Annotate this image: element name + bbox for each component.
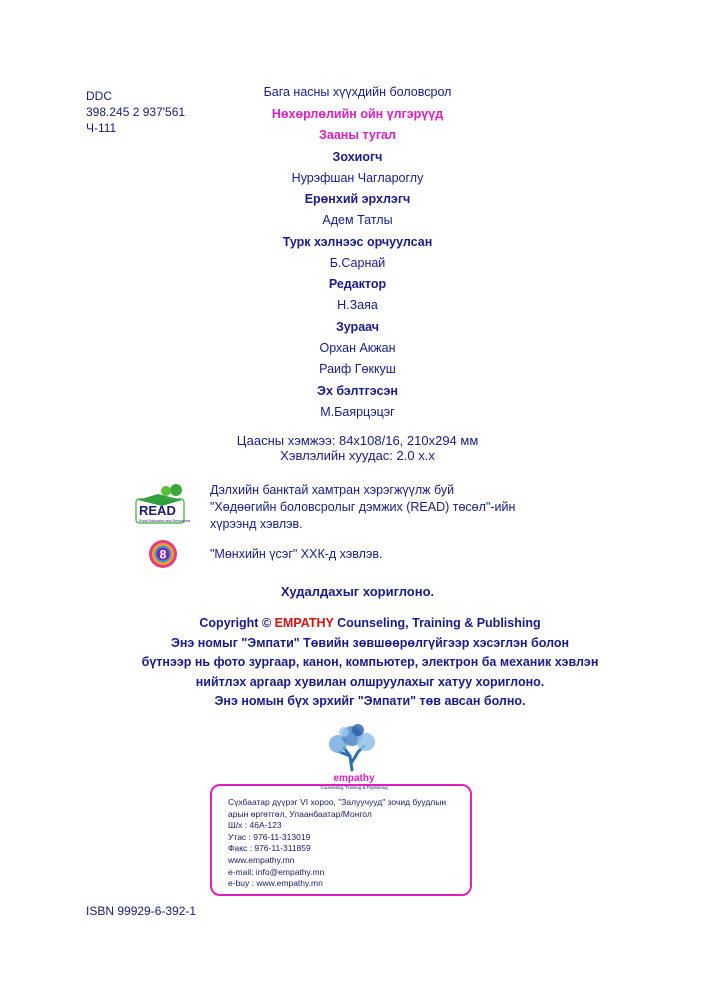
website-link[interactable]: www.empathy.mn xyxy=(228,854,295,865)
author-label: Зохиогч xyxy=(332,150,383,164)
illustrator-label: Зураач xyxy=(335,320,380,334)
rainbow-circle-icon xyxy=(148,539,178,569)
director-name: Адем Татлы xyxy=(322,213,393,227)
credits-block xyxy=(150,0,565,430)
illustrator-name-1: Орхан Акжан xyxy=(319,341,396,355)
read-logo-subtext: Rural Education and Development xyxy=(139,519,190,523)
empathy-logo xyxy=(300,722,410,792)
email-link[interactable]: e-mail: info@empathy.mn xyxy=(228,866,325,877)
isbn: ISBN 99929-6-392-1 xyxy=(86,904,197,918)
not-for-sale: Худалдахыг хориглоно. xyxy=(280,584,435,599)
author-name: Нурэфшан Чагларoглу xyxy=(291,171,424,185)
read-logo-icon xyxy=(132,482,190,528)
printer-note: "Мөнхийн үсэг" ХХК-д хэвлэв. xyxy=(210,547,383,561)
illustrator-name-2: Раиф Гөккуш xyxy=(319,362,396,376)
po-box: Ш/х : 46А-123 xyxy=(228,820,282,831)
translator-name: Б.Сарнай xyxy=(329,256,386,270)
translator-label: Турк хэлнээс орчуулсан xyxy=(282,235,433,249)
address-line-1: Сүхбаатар дүүрэг VI хороо, "Залуучууд" зочид буудлын xyxy=(228,797,447,807)
tree-icon xyxy=(300,722,410,792)
read-note-line-2: "Хөдөөгийн боловсролыг дэмжих (READ) төсөл"-ийн xyxy=(210,500,516,514)
printer-logo-glyph: 8 xyxy=(159,547,167,562)
copyright-line-1 xyxy=(70,614,670,634)
printer-logo xyxy=(148,539,178,569)
copyright-line-5: Энэ номын бүх эрхийг "Эмпати" төв авсан болно. xyxy=(214,694,526,708)
phone: Утас : 976-11-313019 xyxy=(228,831,311,842)
director-label: Ерөнхий эрхлэгч xyxy=(304,192,411,206)
fax: Факс : 976-11-311859 xyxy=(228,843,311,854)
ddc-code: Ч-111 xyxy=(86,121,117,135)
read-logo xyxy=(132,482,190,528)
designer-label: Эх бэлтгэсэн xyxy=(317,384,398,398)
read-note-line-3: хүрээнд хэвлэв. xyxy=(210,517,303,531)
copyright-prefix: Copyright © xyxy=(199,616,272,630)
designer-name: М.Баярцэцэг xyxy=(320,405,395,419)
empathy-logo-tagline: Counseling, Training & Publishing xyxy=(320,785,388,790)
editor-name: Н.Заяа xyxy=(337,298,378,312)
book-title: Зааны тугал xyxy=(319,128,396,142)
ddc-label: DDC xyxy=(86,89,112,103)
empathy-logo-name: empathy xyxy=(333,773,375,784)
series-name: Бага насны хүүхдийн боловсрол xyxy=(263,85,452,99)
address-line-2: арын өргөтгөл, Улаанбаатар/Монгол xyxy=(228,808,372,819)
ebuy-link[interactable]: e-buy : www.empathy.mn xyxy=(228,878,323,889)
ddc-number: 398.245 2 937'561 xyxy=(86,105,186,119)
paper-size: Цаасны хэмжээ: 84x108/16, 210x294 мм xyxy=(236,433,479,448)
copyright-block xyxy=(70,614,670,712)
print-info xyxy=(150,433,565,463)
copyright-suffix: Counseling, Training & Publishing xyxy=(337,616,541,630)
copyright-line-4: нийтлэх аргаар хувилан олшруулахыг хатуу хориглоно. xyxy=(195,674,545,689)
address-text xyxy=(228,797,446,890)
read-note xyxy=(210,482,515,533)
print-sheets: Хэвлэлийн хуудас: 2.0 х.х xyxy=(280,448,435,463)
copyright-brand: EMPATHY xyxy=(274,616,334,630)
copyright-line-3: бүтнээр нь фото зургаар, канон, компьютер, электрон ба механик хэвлэн xyxy=(141,655,599,669)
read-logo-text: READ xyxy=(139,503,176,518)
series-title: Нөхөрлөлийн ойн үлгэрүүд xyxy=(271,107,444,121)
read-note-line-1: Дэлхийн банктай хамтран хэрэгжүүлж буй xyxy=(210,483,455,497)
editor-label: Редактор xyxy=(328,277,387,291)
copyright-line-2: Энэ номыг "Эмпати" Төвийн зөвшөөрөлгүйгээр хэсэглэн болон xyxy=(170,635,570,650)
